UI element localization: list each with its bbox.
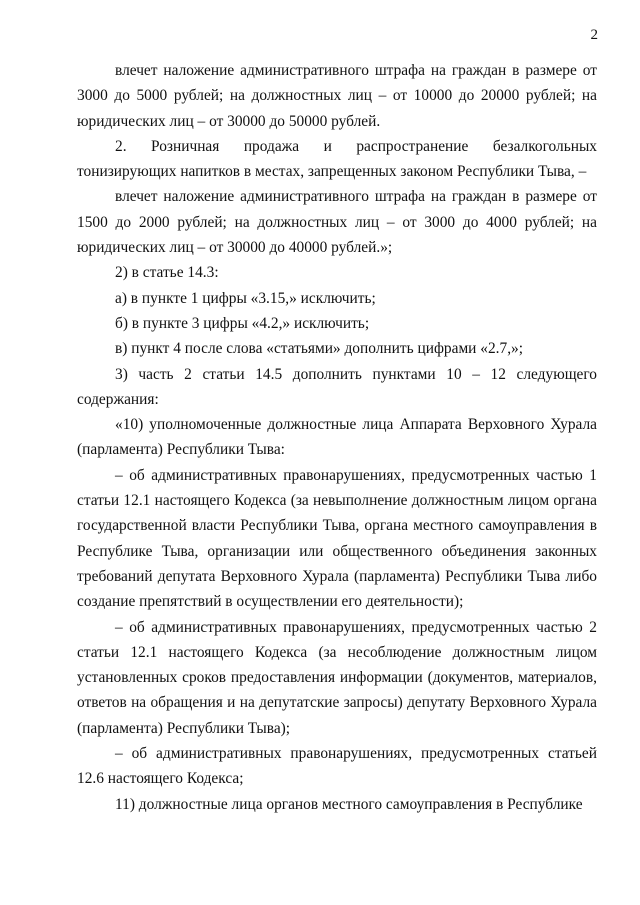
page-number: 2 — [590, 27, 598, 43]
paragraph-point-11: 11) должностные лица органов местного самоуправления в Республике — [115, 795, 583, 813]
paragraph-dash-12-1-part-1: – об административных правонарушениях, предусмотренных частью 1 статьи 12.1 настоящего Кодекса (за невыполнение должностным лицом органа государственной власти Республики Тыва, органа местного самоуправления в Республике Тыва, организации или общественного объединения законных требований депутата Верховного Хурала (парламента) Республики Тыва либо создание препятствий в осуществлении его деятельности); — [77, 466, 597, 611]
paragraph-point-10: «10) уполномоченные должностные лица Аппарата Верховного Хурала (парламента) Республики Тыва: — [77, 416, 597, 459]
paragraph-dash-12-6: – об административных правонарушениях, предусмотренных статьей 12.6 настоящего Кодекса; — [77, 745, 597, 788]
paragraph-item-b: б) в пункте 3 цифры «4.2,» исключить; — [115, 314, 370, 332]
paragraph-item-a: а) в пункте 1 цифры «3.15,» исключить; — [115, 289, 376, 307]
paragraph-penalty-continuation: влечет наложение административного штрафа на граждан в размере от 3000 до 5000 рублей; на должностных лиц – от 10000 до 20000 рублей; на юридических лиц – от 30000 до 50000 рублей. — [77, 62, 597, 130]
paragraph-article-14-3: 2) в статье 14.3: — [115, 264, 219, 282]
document-body — [77, 58, 597, 817]
paragraph-article-14-5: 3) часть 2 статьи 14.5 дополнить пунктами 10 – 12 следующего содержания: — [77, 365, 597, 408]
paragraph-item-v: в) пункт 4 после слова «статьями» дополнить цифрами «2.7,»; — [115, 340, 524, 358]
paragraph-retail-sale: 2. Розничная продажа и распространение безалкогольных тонизирующих напитков в местах, запрещенных законом Республики Тыва, – — [77, 137, 597, 181]
paragraph-penalty-2: влечет наложение административного штрафа на граждан в размере от 1500 до 2000 рублей; на должностных лиц – от 3000 до 4000 рублей; на юридических лиц – от 30000 до 40000 рублей.»; — [77, 188, 597, 257]
paragraph-dash-12-1-part-2: – об административных правонарушениях, предусмотренных частью 2 статьи 12.1 настоящего Кодекса (за несоблюдение должностным лицом установленных сроков предоставления информации (документов, материалов, ответов на обращения и на депутатские запросы) депутату Верховного Хурала (парламента) Республики Тыва); — [77, 618, 597, 737]
